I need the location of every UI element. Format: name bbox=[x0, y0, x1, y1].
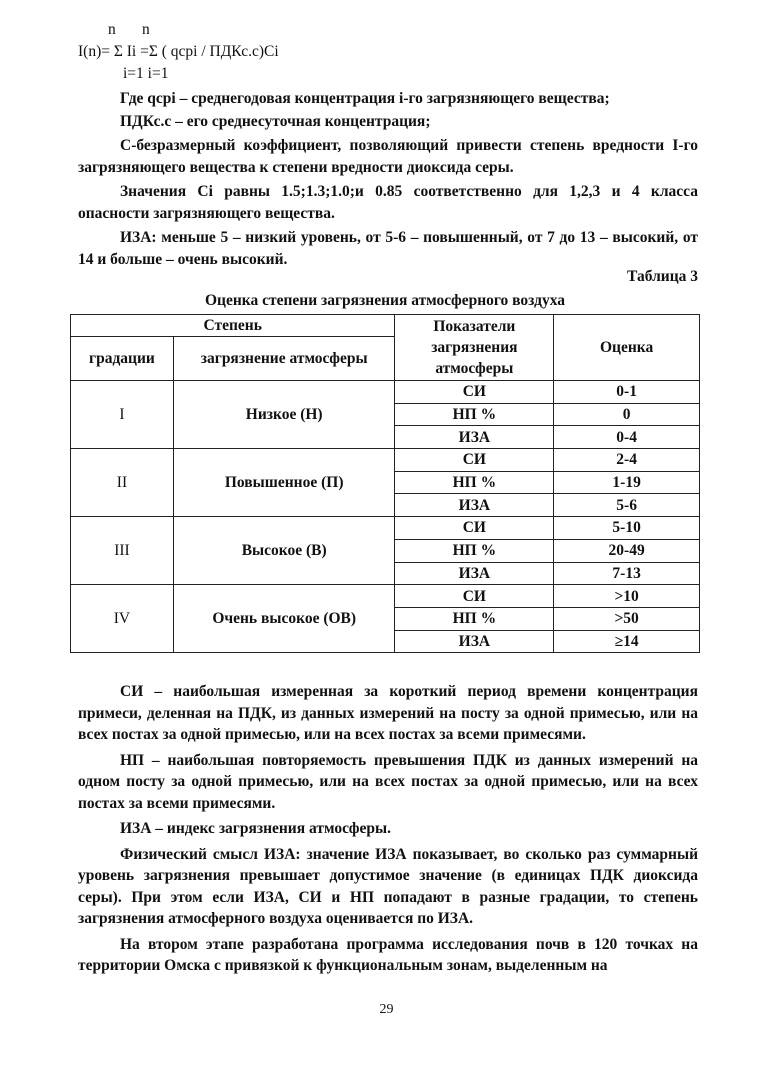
gradation-cell: IV bbox=[71, 585, 174, 653]
header-indicators: Показатели загрязнения атмосферы bbox=[395, 315, 554, 381]
header-gradation: градации bbox=[71, 337, 174, 381]
note-np: НП – наибольшая повторяемость превышения ПДК из данных измерений на одном посту за одной примесью, или на всех постах за одной примесью, или на всех постах за всеми примесями. bbox=[78, 751, 698, 812]
score-cell: ≥14 bbox=[554, 630, 700, 653]
indicator-cell: ИЗА bbox=[395, 426, 554, 449]
note-stage: На втором этапе разработана программа исследования почв в 120 точках на территории Омска с привязкой к функциональным зонам, выделенным на bbox=[78, 935, 698, 974]
def-ci: Значения Ci равны 1.5;1.3;1.0;и 0.85 соответственно для 1,2,3 и 4 класса опасности загрязняющего вещества. bbox=[78, 183, 698, 222]
pollution-level-cell: Повышенное (П) bbox=[173, 449, 395, 517]
pollution-level-cell: Низкое (Н) bbox=[173, 381, 395, 449]
indicator-cell: НП % bbox=[395, 403, 554, 426]
score-cell: 5-10 bbox=[554, 517, 700, 540]
table-caption: Оценка степени загрязнения атмосферного воздуха bbox=[205, 292, 565, 309]
indicator-cell: НП % bbox=[395, 607, 554, 630]
note-meaning: Физический смысл ИЗА: значение ИЗА показывает, во сколько раз суммарный уровень загрязнения превышает допустимое значение (в единицах ПДК диоксида серы). При этом если ИЗА, СИ и НП попадают в разные градации, то степень загрязнения атмосферного воздуха оценивается по ИЗА. bbox=[78, 845, 698, 927]
notes bbox=[78, 681, 698, 977]
score-cell: 1-19 bbox=[554, 471, 700, 494]
formula-upper-limit-1: n bbox=[108, 21, 116, 38]
indicator-cell: ИЗА bbox=[395, 494, 554, 517]
score-cell: 5-6 bbox=[554, 494, 700, 517]
note-si: СИ – наибольшая измеренная за короткий период времени концентрация примеси, деленная на ПДК, из данных измерений на посту за одной примесью, или на всех постах за одной примесью, или на всех постах за всеми примесями. bbox=[78, 683, 698, 743]
score-cell: 7-13 bbox=[554, 562, 700, 585]
score-cell: 0 bbox=[554, 403, 700, 426]
gradation-cell: I bbox=[71, 381, 174, 449]
note-iza: ИЗА – индекс загрязнения атмосферы. bbox=[120, 820, 391, 837]
definitions bbox=[78, 88, 698, 270]
indicator-cell: ИЗА bbox=[395, 630, 554, 653]
score-cell: 20-49 bbox=[554, 539, 700, 562]
indicator-cell: СИ bbox=[395, 381, 554, 404]
def-c: С-безразмерный коэффициент, позволяющий привести степень вредности I-го загрязняющего вещества к степени вредности диоксида серы. bbox=[78, 137, 698, 176]
pollution-level-cell: Очень высокое (ОВ) bbox=[173, 585, 395, 653]
header-pollution: загрязнение атмосферы bbox=[173, 337, 395, 381]
indicator-cell: СИ bbox=[395, 449, 554, 472]
gradation-cell: II bbox=[71, 449, 174, 517]
score-cell: 0-1 bbox=[554, 381, 700, 404]
score-cell: 2-4 bbox=[554, 449, 700, 472]
table-number: Таблица 3 bbox=[627, 268, 698, 285]
indicator-cell: СИ bbox=[395, 585, 554, 608]
score-cell: 0-4 bbox=[554, 426, 700, 449]
page-number: 29 bbox=[379, 1002, 394, 1017]
table-row bbox=[71, 517, 700, 540]
score-cell: >50 bbox=[554, 607, 700, 630]
indicator-cell: НП % bbox=[395, 539, 554, 562]
def-iza: ИЗА: меньше 5 – низкий уровень, от 5-6 – повышенный, от 7 до 13 – высокий, от 14 и больше – очень высокий. bbox=[78, 229, 698, 268]
formula-upper-limit-2: n bbox=[142, 21, 150, 38]
header-score: Оценка bbox=[554, 315, 700, 381]
pollution-level-cell: Высокое (В) bbox=[173, 517, 395, 585]
formula-lower-limits: i=1 i=1 bbox=[123, 65, 169, 82]
table-row bbox=[71, 585, 700, 608]
table-row bbox=[71, 449, 700, 472]
table-row bbox=[71, 381, 700, 404]
indicator-cell: СИ bbox=[395, 517, 554, 540]
def-qcpi: Где qcpi – среднегодовая концентрация i-го загрязняющего вещества; bbox=[120, 90, 610, 107]
assessment-table bbox=[70, 314, 700, 653]
header-degree: Степень bbox=[71, 315, 395, 337]
def-pdk: ПДКс.с – его среднесуточная концентрация; bbox=[120, 112, 431, 130]
formula-main: I(n)= Σ Ii =Σ ( qcpi / ПДКс.с)Ci bbox=[78, 43, 279, 60]
indicator-cell: НП % bbox=[395, 471, 554, 494]
gradation-cell: III bbox=[71, 517, 174, 585]
indicator-cell: ИЗА bbox=[395, 562, 554, 585]
table-header-row bbox=[71, 315, 700, 337]
score-cell: >10 bbox=[554, 585, 700, 608]
